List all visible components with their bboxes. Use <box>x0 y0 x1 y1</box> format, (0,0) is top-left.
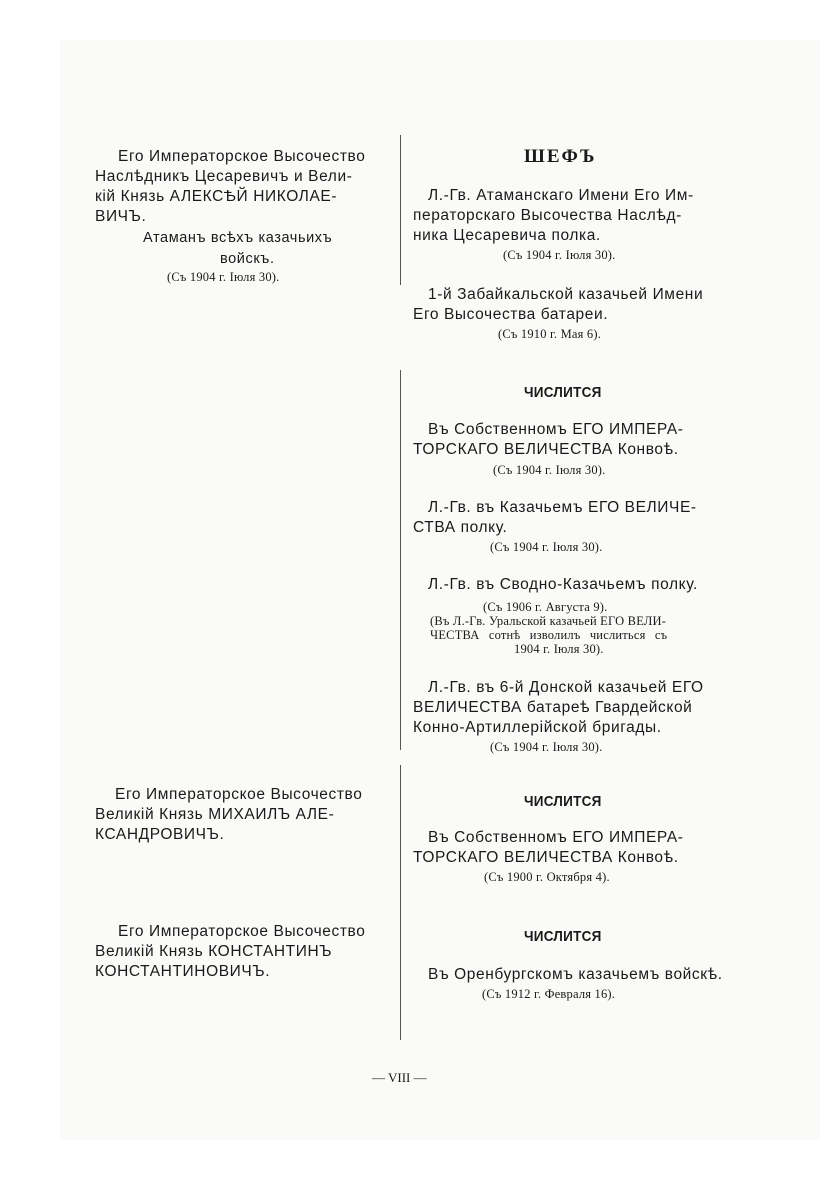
note-line: (Въ Л.-Гв. Уральской казачьей ЕГО ВЕЛИ- <box>430 614 667 628</box>
title-line: Его Императорское Высочество <box>118 148 366 165</box>
title-line: КСАНДРОВИЧЪ. <box>95 826 225 843</box>
date-line: (Съ 1900 г. Октября 4). <box>484 870 610 884</box>
column-divider <box>400 370 401 750</box>
title-line: кій Князь АЛЕКСѢЙ НИКОЛАЕ- <box>95 188 338 205</box>
date-line: (Съ 1904 г. Іюля 30). <box>503 248 616 262</box>
title-line: ВИЧЪ. <box>95 208 147 225</box>
entry-line: Конно-Артиллерійской бригады. <box>413 719 662 736</box>
title-line: Наслѣдникъ Цесаревичъ и Вели- <box>95 168 353 185</box>
column-divider <box>400 765 401 1040</box>
date-line: (Съ 1906 г. Августа 9). <box>483 600 608 614</box>
entry-line: Л.-Гв. въ Казачьемъ ЕГО ВЕЛИЧЕ- <box>428 499 697 516</box>
title-line: КОНСТАНТИНОВИЧЪ. <box>95 963 271 980</box>
entry-line: ВЕЛИЧЕСТВА батареѣ Гвардейской <box>413 699 693 716</box>
title-line: Великій Князь КОНСТАНТИНЪ <box>95 943 333 960</box>
chislitsya-heading: ЧИСЛИТСЯ <box>524 793 602 810</box>
date-line: (Съ 1904 г. Іюля 30). <box>493 463 606 477</box>
date-line: (Съ 1904 г. Іюля 30). <box>167 270 280 284</box>
note-line: 1904 г. Іюля 30). <box>514 642 604 656</box>
title-line: Великій Князь МИХАИЛЪ АЛЕ- <box>95 806 335 823</box>
chislitsya-heading: ЧИСЛИТСЯ <box>524 928 602 945</box>
entry-line: ТОРСКАГО ВЕЛИЧЕСТВА Конвоѣ. <box>413 849 679 866</box>
shef-heading: ШЕФЪ <box>524 146 597 167</box>
entry-line: Л.-Гв. въ 6-й Донской казачьей ЕГО <box>428 679 704 696</box>
entry-line: ТОРСКАГО ВЕЛИЧЕСТВА Конвоѣ. <box>413 441 679 458</box>
chislitsya-heading: ЧИСЛИТСЯ <box>524 384 602 401</box>
date-line: (Съ 1912 г. Февраля 16). <box>482 987 616 1001</box>
date-line: (Съ 1904 г. Іюля 30). <box>490 740 603 754</box>
entry-line: ника Цесаревича полка. <box>413 227 601 244</box>
note-line: ЧЕСТВА сотнѣ изволилъ числиться съ <box>430 628 668 642</box>
entry-line: ператорскаго Высочества Наслѣд- <box>413 207 682 224</box>
entry-line: Въ Собственномъ ЕГО ИМПЕРА- <box>428 829 684 846</box>
title-line: Его Императорское Высочество <box>118 923 366 940</box>
ataman-line: войскъ. <box>220 251 275 267</box>
entry-line: Л.-Гв. въ Сводно-Казачьемъ полку. <box>428 576 698 593</box>
column-divider <box>400 135 401 285</box>
entry-line: Въ Оренбургскомъ казачьемъ войскѣ. <box>428 966 723 983</box>
entry-line: 1-й Забайкальской казачьей Имени <box>428 286 704 303</box>
entry-line: Въ Собственномъ ЕГО ИМПЕРА- <box>428 421 684 438</box>
entry-line: СТВА полку. <box>413 519 508 536</box>
title-line: Его Императорское Высочество <box>115 786 363 803</box>
date-line: (Съ 1904 г. Іюля 30). <box>490 540 603 554</box>
entry-line: Л.-Гв. Атаманскаго Имени Его Им- <box>428 187 694 204</box>
page-number: — VIII — <box>372 1070 427 1085</box>
ataman-line: Атаманъ всѣхъ казачьихъ <box>143 230 333 246</box>
entry-line: Его Высочества батареи. <box>413 306 609 323</box>
date-line: (Съ 1910 г. Мая 6). <box>498 327 602 341</box>
